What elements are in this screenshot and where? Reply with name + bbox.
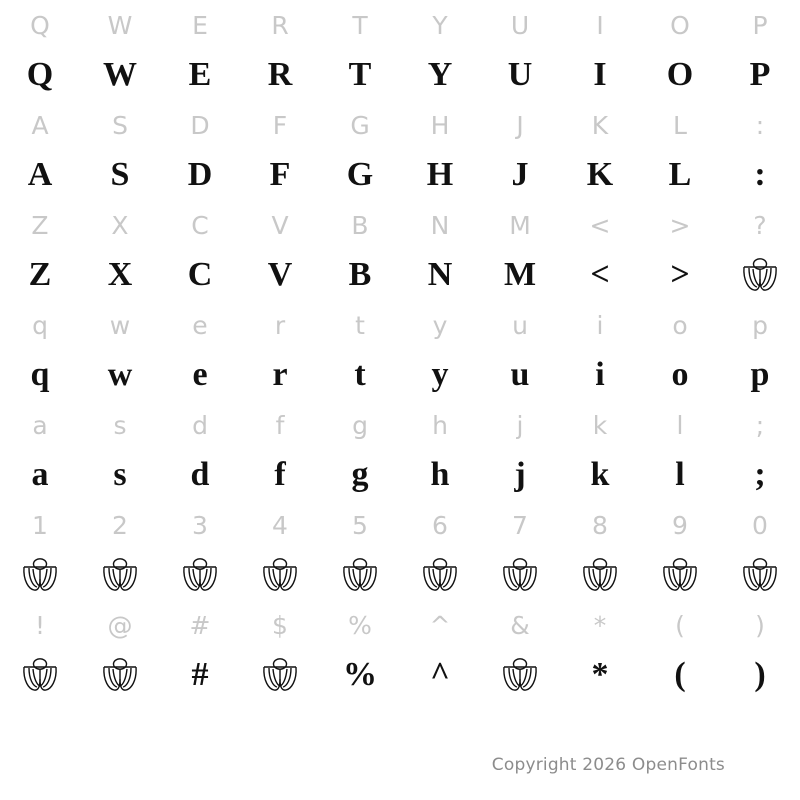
glyph-cell [320,550,400,600]
glyph-cell: R [267,56,293,93]
glyph-cell: I [593,56,607,93]
key-label: I [596,10,604,40]
glyph-cell: g [351,456,369,493]
key-label: q [32,310,48,340]
glyph-cell: u [510,356,530,393]
key-label: * [593,610,607,640]
key-label: L [673,110,687,140]
glyph-cell: s [113,456,127,493]
key-label: X [111,210,129,240]
key-label: p [752,310,768,340]
glyph-cell: : [754,156,766,193]
glyph-cell: Z [28,256,52,293]
glyph-cell: > [670,256,690,293]
glyph-cell: U [507,56,533,93]
glyph-cell [80,650,160,700]
key-label: J [516,110,524,140]
key-label: f [275,410,285,440]
glyph-cell: F [269,156,291,193]
key-label: l [676,410,684,440]
glyph-cell: Q [26,56,54,93]
key-label: H [430,110,450,140]
glyph-cell: ) [754,656,766,693]
glyph-cell [400,550,480,600]
glyph-cell: Y [427,56,453,93]
key-label: d [192,410,208,440]
monogram-glyph [500,655,540,695]
glyph-cell: * [591,656,609,693]
key-label: 8 [592,510,608,540]
glyph-cell: O [666,56,694,93]
key-label: V [271,210,289,240]
glyph-cell: k [590,456,610,493]
key-label: K [591,110,609,140]
glyph-cell [560,550,640,600]
key-label: @ [107,610,133,640]
key-label: % [348,610,372,640]
key-label: o [672,310,688,340]
monogram-glyph [580,555,620,595]
key-label: ; [755,410,765,440]
key-label: 7 [512,510,528,540]
key-label: ! [34,610,46,640]
glyph-cell: o [671,356,689,393]
key-label: e [192,310,208,340]
glyph-cell [0,550,80,600]
key-label: ? [753,210,767,240]
key-label: P [752,10,768,40]
glyph-cell [480,550,560,600]
glyph-cell: K [586,156,614,193]
glyph-cell: M [503,256,537,293]
key-label: > [669,210,691,240]
glyph-cell: % [343,656,377,693]
monogram-glyph [180,555,220,595]
key-label: A [31,110,49,140]
key-label: W [107,10,133,40]
glyph-cell: p [750,356,770,393]
glyph-cell: j [514,456,526,493]
key-label: Y [432,10,448,40]
key-label: Z [31,210,49,240]
key-label: ^ [429,610,451,640]
glyph-cell: T [348,56,372,93]
key-label: t [355,310,365,340]
glyph-cell: d [190,456,210,493]
key-label: < [589,210,611,240]
key-label: 3 [192,510,208,540]
glyph-cell [640,550,720,600]
glyph-cell: ( [674,656,686,693]
glyph-cell: y [431,356,449,393]
key-label: a [32,410,48,440]
monogram-glyph [740,555,780,595]
glyph-cell: H [426,156,454,193]
glyph-cell [240,550,320,600]
key-label: w [109,310,131,340]
monogram-glyph [20,655,60,695]
glyph-cell: f [274,456,286,493]
key-label: & [510,610,530,640]
monogram-glyph [660,555,700,595]
key-label: E [192,10,208,40]
glyph-cell [80,550,160,600]
glyph-cell: h [430,456,450,493]
glyph-cell [480,650,560,700]
glyph-cell: W [103,56,137,93]
glyph-cell: t [354,356,366,393]
glyph-cell [160,550,240,600]
key-label: i [596,310,604,340]
monogram-glyph [500,555,540,595]
glyph-cell [720,250,800,300]
glyph-cell: J [511,156,529,193]
glyph-cell: l [675,456,685,493]
glyph-cell: D [187,156,213,193]
glyph-cell: X [107,256,133,293]
key-label: G [350,110,370,140]
glyph-cell [240,650,320,700]
glyph-cell: r [272,356,288,393]
glyph-cell [720,550,800,600]
glyph-cell: C [187,256,213,293]
glyph-cell: N [427,256,453,293]
key-label: 5 [352,510,368,540]
key-label: : [755,110,765,140]
monogram-glyph [740,255,780,295]
key-label: O [670,10,690,40]
key-label: j [516,410,524,440]
key-label: ) [755,610,765,640]
key-label: 4 [272,510,288,540]
key-label: M [509,210,531,240]
glyph-cell: P [749,56,771,93]
key-label: # [189,610,211,640]
key-label: Q [30,10,50,40]
glyph-cell: e [192,356,208,393]
monogram-glyph [20,555,60,595]
key-label: N [430,210,450,240]
monogram-glyph [100,555,140,595]
key-label: r [274,310,286,340]
key-label: s [113,410,127,440]
key-label: S [112,110,128,140]
glyph-cell: A [27,156,53,193]
key-label: U [510,10,530,40]
key-label: 9 [672,510,688,540]
glyph-cell: # [191,656,209,693]
monogram-glyph [420,555,460,595]
glyph-cell: q [30,356,50,393]
key-label: R [271,10,289,40]
key-label: F [272,110,288,140]
copyright-notice: Copyright 2026 OpenFonts [491,755,725,775]
key-label: h [432,410,448,440]
glyph-cell: L [668,156,692,193]
monogram-glyph [260,655,300,695]
glyph-cell [0,650,80,700]
glyph-cell: V [267,256,293,293]
glyph-cell: a [31,456,49,493]
glyph-cell: B [348,256,372,293]
monogram-glyph [260,555,300,595]
key-label: ( [675,610,685,640]
monogram-glyph [340,555,380,595]
glyph-cell: ^ [430,656,450,693]
key-label: 6 [432,510,448,540]
key-label: 1 [32,510,48,540]
key-label: $ [272,610,288,640]
glyph-cell: i [595,356,605,393]
glyph-cell: E [188,56,212,93]
key-label: k [592,410,608,440]
glyph-cell: S [110,156,130,193]
key-label: B [351,210,369,240]
monogram-glyph [100,655,140,695]
glyph-cell: ; [754,456,766,493]
key-label: 0 [752,510,768,540]
glyph-cell: w [107,356,133,393]
key-label: u [512,310,528,340]
key-label: D [190,110,210,140]
key-label: 2 [112,510,128,540]
glyph-cell: < [590,256,610,293]
key-label: y [432,310,448,340]
key-label: T [352,10,368,40]
key-label: g [352,410,368,440]
glyph-cell: G [346,156,374,193]
key-label: C [191,210,209,240]
